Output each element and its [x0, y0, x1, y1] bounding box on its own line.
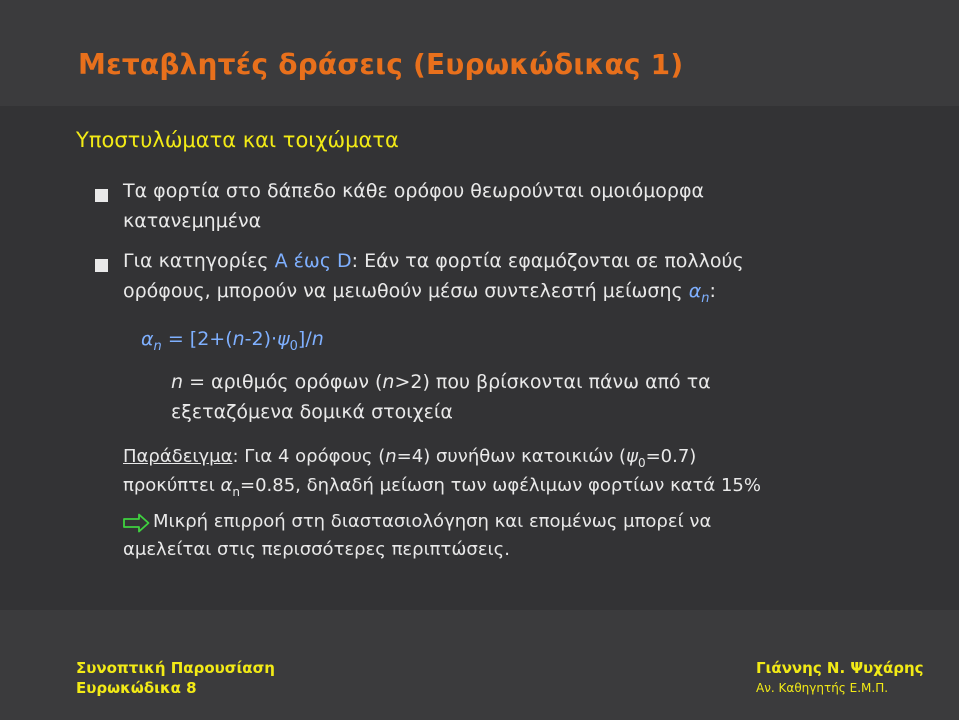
square-bullet-icon — [95, 189, 108, 202]
example-psi: ψ — [626, 446, 638, 467]
bullet-2-colon: : — [709, 280, 716, 302]
bullet-2-line-1 — [123, 246, 744, 276]
example-text-b: =4) συνήθων κατοικιών ( — [396, 446, 627, 467]
formula-psi: ψ — [277, 328, 290, 350]
definition-line-2: εξεταζόμενα δομικά στοιχεία — [171, 401, 453, 423]
definition-text-b: >2) που βρίσκονται πάνω από τα — [394, 371, 711, 393]
example-block — [123, 443, 761, 501]
example-alpha: α — [220, 475, 233, 496]
category-range: Α έως D — [274, 250, 352, 272]
definition-line-1 — [171, 367, 711, 397]
slide-title: Μεταβλητές δράσεις (Ευρωκώδικας 1) — [78, 48, 684, 81]
n-definition — [171, 367, 711, 427]
formula-mid: -2)· — [244, 328, 278, 350]
bullet-2-line-2 — [123, 276, 744, 309]
bullet-2-text-a: Για κατηγορίες — [123, 250, 275, 272]
formula-n: n — [232, 328, 245, 350]
formula-sub-n: n — [153, 339, 162, 354]
alpha-subscript: n — [701, 291, 710, 306]
bullet-1-text — [123, 176, 704, 236]
example-sub-n: n — [232, 485, 240, 499]
definition-n2: n — [382, 371, 395, 393]
reduction-formula — [141, 324, 324, 357]
bullet-1-line-2: κατανεμημένα — [123, 210, 262, 232]
formula-alpha: α — [141, 328, 154, 350]
conclusion-line-1: Μικρή επιρροή στη διαστασιολόγηση και επομένως μπορεί να — [153, 511, 712, 532]
footer-author: Γιάννης Ν. Ψυχάρης — [756, 659, 924, 677]
example-label: Παράδειγμα — [123, 446, 233, 467]
footer-left — [76, 658, 275, 698]
alpha-symbol: α — [688, 280, 702, 302]
formula-sub-0: 0 — [289, 339, 298, 354]
example-n: n — [385, 446, 397, 467]
formula-close: ]/ — [297, 328, 312, 350]
bullet-2-text — [123, 246, 744, 309]
conclusion-block — [123, 508, 711, 564]
example-text-a: : Για 4 ορόφους ( — [232, 446, 386, 467]
example-text-e: =0.85, δηλαδή μείωση των ωφέλιμων φορτίων κατά 15% — [240, 475, 761, 496]
footer-eurocode: Ευρωκώδικα 8 — [76, 679, 197, 697]
footer-right — [756, 658, 924, 698]
formula-n2: n — [311, 328, 324, 350]
bullet-1-line-1: Τα φορτία στο δάπεδο κάθε ορόφου θεωρούνται ομοιόμορφα — [123, 180, 705, 202]
example-line-2 — [123, 472, 761, 501]
example-text-c: =0.7) — [645, 446, 697, 467]
example-line-1 — [123, 443, 761, 472]
formula-eq: = [2+( — [161, 328, 233, 350]
example-sub-0: 0 — [637, 456, 646, 470]
definition-text-a: = αριθμός ορόφων ( — [183, 371, 383, 393]
bullet-2-text-c: : Εάν τα φορτία εφαμόζονται σε πολλούς — [351, 250, 744, 272]
conclusion-line-2: αμελείται στις περισσότερες περιπτώσεις. — [123, 539, 510, 560]
bullet-2-text-d: ορόφους, μπορούν να μειωθούν μέσω συντελεστή μείωσης — [123, 280, 689, 302]
definition-n: n — [171, 371, 184, 393]
example-text-d: προκύπτει — [123, 475, 221, 496]
footer-presentation-title: Συνοπτική Παρουσίαση — [76, 659, 275, 677]
footer-author-title: Αν. Καθηγητής Ε.Μ.Π. — [756, 681, 889, 695]
slide-subtitle: Υποστυλώματα και τοιχώματα — [76, 128, 399, 152]
square-bullet-icon — [95, 259, 108, 272]
